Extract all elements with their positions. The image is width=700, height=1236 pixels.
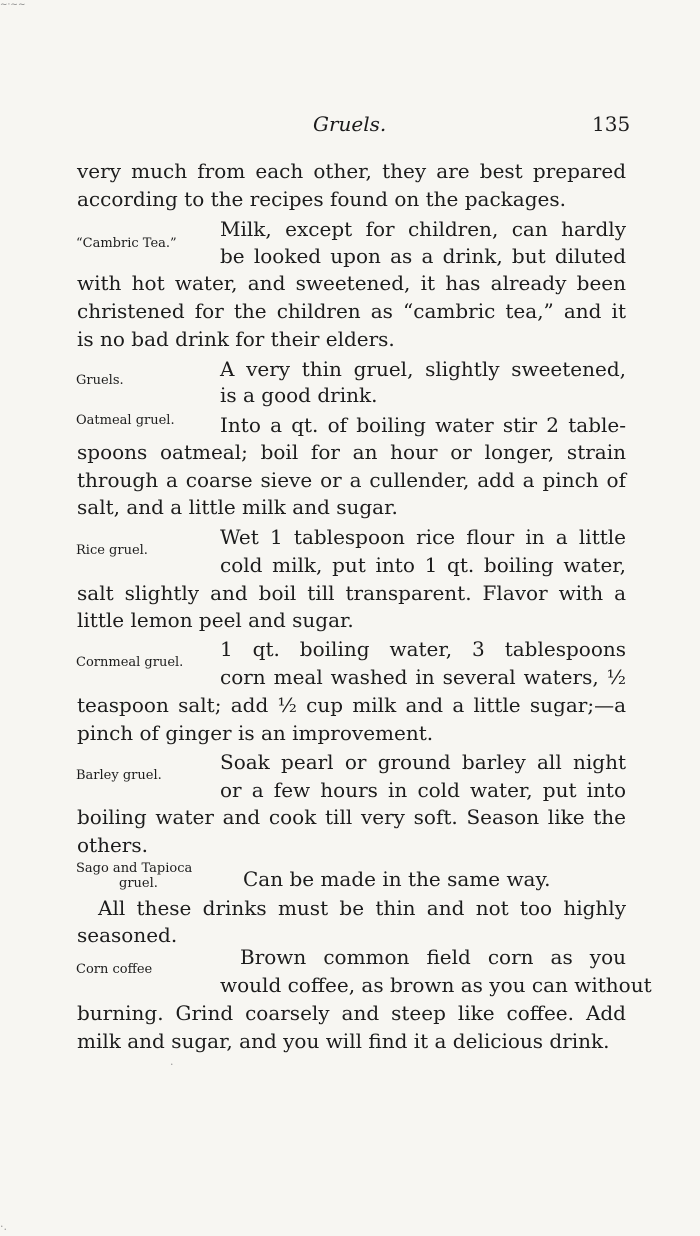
page-number: 135 bbox=[592, 112, 631, 136]
text-line: teaspoon salt; add ½ cup milk and a little sugar;—a bbox=[77, 693, 626, 717]
text-line: according to the recipes found on the packages. bbox=[77, 187, 566, 211]
text-line: with hot water, and sweetened, it has already been bbox=[77, 271, 626, 295]
side-note-line: Sago and Tapioca bbox=[76, 861, 193, 876]
text-line: very much from each other, they are best prepared bbox=[77, 159, 626, 183]
text-line: 1 qt. boiling water, 3 tablespoons bbox=[220, 637, 626, 661]
text-line: Milk, except for children, can hardly bbox=[220, 217, 626, 241]
side-note-rice-gruel: Rice gruel. bbox=[76, 543, 148, 558]
text-line: spoons oatmeal; boil for an hour or longer, strain bbox=[77, 440, 626, 464]
text-line: Can be made in the same way. bbox=[243, 867, 551, 891]
side-note-cambric-tea: “Cambric Tea.” bbox=[76, 236, 177, 251]
text-line: through a coarse sieve or a cullender, add a pinch of bbox=[77, 468, 626, 492]
text-line: Soak pearl or ground barley all night bbox=[220, 750, 626, 774]
text-line: A very thin gruel, slightly sweetened, bbox=[220, 357, 626, 381]
text-line: corn meal washed in several waters, ½ bbox=[220, 665, 626, 689]
text-line: be looked upon as a drink, but diluted bbox=[220, 244, 626, 268]
text-line: boiling water and cook till very soft. Season like the bbox=[77, 805, 626, 829]
text-line: seasoned. bbox=[77, 923, 178, 947]
margin-scribble: ~·~~ bbox=[0, 0, 26, 10]
text-line: cold milk, put into 1 qt. boiling water, bbox=[220, 553, 626, 577]
text-line: salt, and a little milk and sugar. bbox=[77, 495, 398, 519]
text-line: is a good drink. bbox=[220, 383, 378, 407]
text-line: Into a qt. of boiling water stir 2 table- bbox=[220, 413, 626, 437]
text-line: Wet 1 tablespoon rice flour in a little bbox=[220, 525, 626, 549]
text-line: christened for the children as “cambric tea,” and it bbox=[77, 299, 626, 323]
running-header-title: Gruels. bbox=[313, 112, 387, 136]
text-line: would coffee, as brown as you can without bbox=[220, 973, 652, 997]
text-line: All these drinks must be thin and not too highly bbox=[98, 896, 626, 920]
side-note-corn-coffee: Corn coffee bbox=[76, 962, 153, 977]
text-line: or a few hours in cold water, put into bbox=[220, 778, 626, 802]
text-line: salt slightly and boil till transparent. Flavor with a bbox=[77, 581, 626, 605]
side-note-oatmeal-gruel: Oatmeal gruel. bbox=[76, 413, 175, 428]
side-note-barley-gruel: Barley gruel. bbox=[76, 768, 162, 783]
side-note-sago-tapioca-gruel bbox=[76, 861, 226, 891]
text-line: milk and sugar, and you will find it a delicious drink. bbox=[77, 1029, 610, 1053]
ink-speck: · bbox=[170, 1058, 174, 1071]
text-line: Brown common field corn as you bbox=[240, 945, 626, 969]
side-note-gruels: Gruels. bbox=[76, 373, 124, 388]
text-line: others. bbox=[77, 833, 148, 857]
text-line: pinch of ginger is an improvement. bbox=[77, 721, 434, 745]
ink-speck: ·. bbox=[0, 1220, 7, 1233]
text-line: is no bad drink for their elders. bbox=[77, 327, 395, 351]
text-line: burning. Grind coarsely and steep like coffee. Add bbox=[77, 1001, 626, 1025]
text-line: little lemon peel and sugar. bbox=[77, 608, 354, 632]
side-note-cornmeal-gruel: Cornmeal gruel. bbox=[76, 655, 184, 670]
side-note-line: gruel. bbox=[119, 876, 158, 891]
